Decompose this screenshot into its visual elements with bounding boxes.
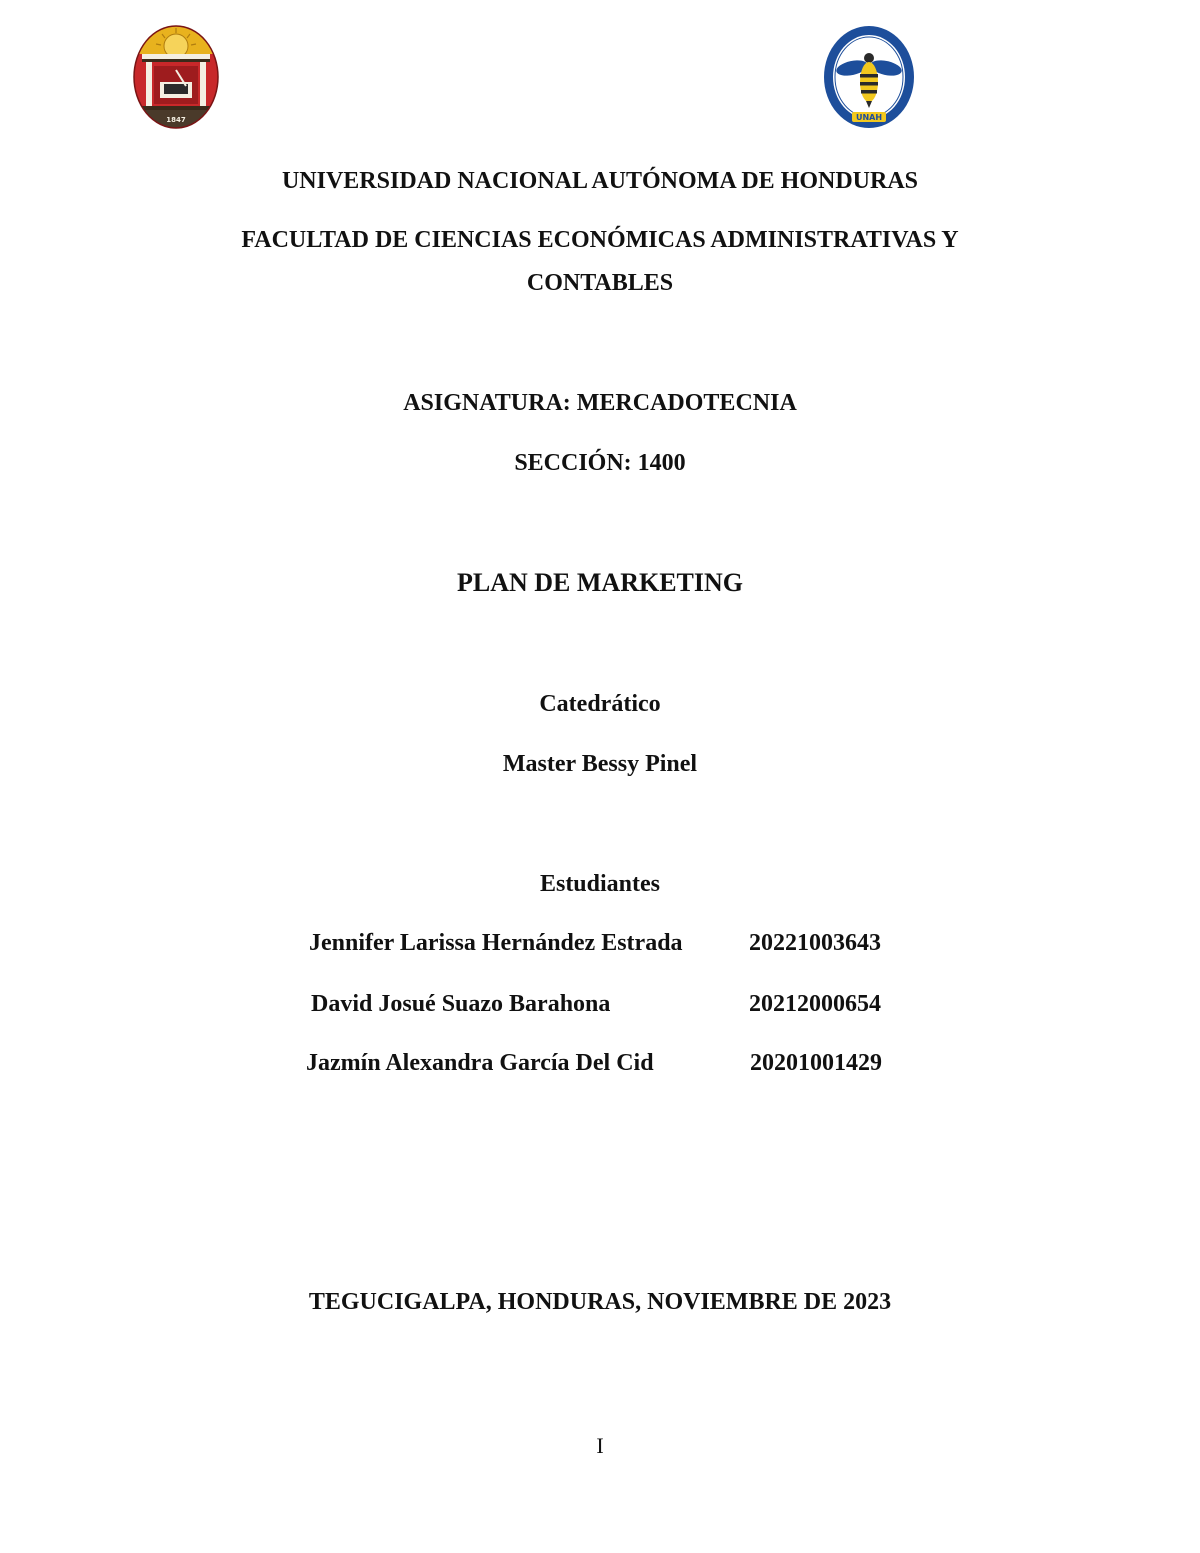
student-name: Jazmín Alexandra García Del Cid bbox=[306, 1050, 654, 1076]
students-label: Estudiantes bbox=[539, 871, 661, 897]
professor-name: Master Bessy Pinel bbox=[502, 751, 698, 777]
svg-text:UNAH: UNAH bbox=[855, 113, 883, 122]
student-row bbox=[0, 928, 1200, 958]
student-row bbox=[0, 1048, 1200, 1078]
section: SECCIÓN: 1400 bbox=[514, 450, 686, 476]
student-name: Jennifer Larissa Hernández Estrada bbox=[309, 930, 683, 956]
university-name: UNIVERSIDAD NACIONAL AUTÓNOMA DE HONDURAS bbox=[281, 168, 919, 194]
student-id: 20221003643 bbox=[749, 930, 881, 956]
faculty-name-line2: CONTABLES bbox=[526, 270, 674, 296]
page-number: I bbox=[596, 1433, 604, 1458]
faculty-name-line1: FACULTAD DE CIENCIAS ECONÓMICAS ADMINISTRATIVAS Y bbox=[241, 227, 959, 253]
svg-text:1847: 1847 bbox=[166, 116, 186, 124]
professor-label: Catedrático bbox=[539, 691, 661, 717]
student-id: 20212000654 bbox=[749, 991, 881, 1017]
place-date: TEGUCIGALPA, HONDURAS, NOVIEMBRE DE 2023 bbox=[308, 1289, 892, 1315]
student-id: 20201001429 bbox=[750, 1050, 882, 1076]
student-name: David Josué Suazo Barahona bbox=[311, 991, 611, 1017]
subject: ASIGNATURA: MERCADOTECNIA bbox=[403, 390, 797, 416]
document-title: PLAN DE MARKETING bbox=[456, 568, 743, 597]
student-row bbox=[0, 989, 1200, 1019]
university-crest-icon bbox=[132, 24, 220, 130]
bee-emblem-icon bbox=[822, 24, 916, 130]
